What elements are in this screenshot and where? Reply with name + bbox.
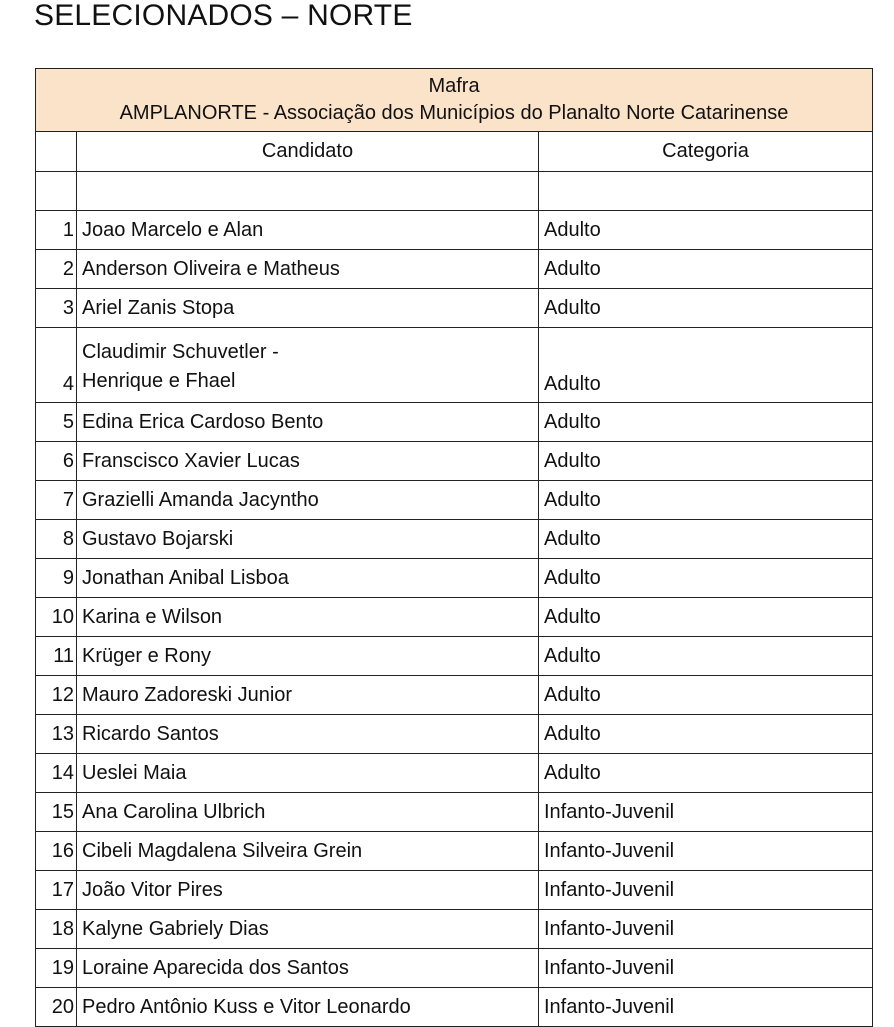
- candidate-category: Adulto: [539, 328, 873, 403]
- candidate-name: Grazielli Amanda Jacyntho: [77, 481, 539, 520]
- row-number: 2: [36, 250, 77, 289]
- candidate-category: Adulto: [539, 598, 873, 637]
- candidate-category: Infanto-Juvenil: [539, 793, 873, 832]
- table-row: [36, 793, 873, 832]
- candidate-name: Mauro Zadoreski Junior: [77, 676, 539, 715]
- banner-city: Mafra: [428, 75, 480, 97]
- blank-row: [36, 172, 873, 211]
- table-row: [36, 289, 873, 328]
- candidate-name: Ricardo Santos: [77, 715, 539, 754]
- row-number: 9: [36, 559, 77, 598]
- table-row: [36, 442, 873, 481]
- candidate-category: Adulto: [539, 442, 873, 481]
- row-number: 1: [36, 211, 77, 250]
- table-row: [36, 910, 873, 949]
- candidate-name: Gustavo Bojarski: [77, 520, 539, 559]
- row-number: 6: [36, 442, 77, 481]
- row-number: 19: [36, 949, 77, 988]
- candidate-name: Karina e Wilson: [77, 598, 539, 637]
- header-category: Categoria: [539, 132, 873, 172]
- blank-cell: [539, 172, 873, 211]
- candidate-name: Claudimir Schuvetler - Henrique e Fhael: [77, 328, 539, 403]
- table-row: [36, 949, 873, 988]
- table-row: [36, 520, 873, 559]
- candidate-category: Infanto-Juvenil: [539, 832, 873, 871]
- blank-cell: [36, 172, 77, 211]
- table-row: [36, 328, 873, 403]
- row-number: 18: [36, 910, 77, 949]
- row-number: 16: [36, 832, 77, 871]
- candidate-category: Adulto: [539, 520, 873, 559]
- candidate-category: Adulto: [539, 211, 873, 250]
- row-number: 3: [36, 289, 77, 328]
- candidate-category: Infanto-Juvenil: [539, 949, 873, 988]
- row-number: 17: [36, 871, 77, 910]
- candidate-name: Loraine Aparecida dos Santos: [77, 949, 539, 988]
- candidate-name: Krüger e Rony: [77, 637, 539, 676]
- row-number: 12: [36, 676, 77, 715]
- candidate-category: Adulto: [539, 403, 873, 442]
- table-body: [36, 69, 873, 1027]
- page-title: SELECIONADOS – NORTE: [34, 0, 413, 32]
- candidate-name: Anderson Oliveira e Matheus: [77, 250, 539, 289]
- row-number: 15: [36, 793, 77, 832]
- table-row: [36, 403, 873, 442]
- row-number: 7: [36, 481, 77, 520]
- candidate-category: Adulto: [539, 754, 873, 793]
- candidate-category: Adulto: [539, 559, 873, 598]
- selection-table: [35, 68, 873, 1027]
- header-row: [36, 132, 873, 172]
- candidate-category: Infanto-Juvenil: [539, 988, 873, 1027]
- table-row: [36, 754, 873, 793]
- row-number: 13: [36, 715, 77, 754]
- table-row: [36, 715, 873, 754]
- candidate-name: Franscisco Xavier Lucas: [77, 442, 539, 481]
- candidate-category: Infanto-Juvenil: [539, 871, 873, 910]
- candidate-name: Kalyne Gabriely Dias: [77, 910, 539, 949]
- row-number: 4: [36, 328, 77, 403]
- candidate-name: Jonathan Anibal Lisboa: [77, 559, 539, 598]
- row-number: 11: [36, 637, 77, 676]
- candidate-name: Ueslei Maia: [77, 754, 539, 793]
- candidate-category: Adulto: [539, 637, 873, 676]
- banner-row: [36, 69, 873, 132]
- table-row: [36, 871, 873, 910]
- candidate-name: João Vitor Pires: [77, 871, 539, 910]
- header-candidate: Candidato: [77, 132, 539, 172]
- candidate-category: Adulto: [539, 481, 873, 520]
- row-number: 14: [36, 754, 77, 793]
- candidate-category: Adulto: [539, 250, 873, 289]
- row-number: 10: [36, 598, 77, 637]
- candidate-category: Adulto: [539, 289, 873, 328]
- banner-association: AMPLANORTE - Associação dos Municípios do Planalto Norte Catarinense: [119, 102, 789, 124]
- table-row: [36, 481, 873, 520]
- candidate-category: Infanto-Juvenil: [539, 910, 873, 949]
- candidate-name: Edina Erica Cardoso Bento: [77, 403, 539, 442]
- table-row: [36, 250, 873, 289]
- blank-cell: [77, 172, 539, 211]
- row-number: 8: [36, 520, 77, 559]
- candidate-name: Ariel Zanis Stopa: [77, 289, 539, 328]
- table-row: [36, 988, 873, 1027]
- banner-cell: [36, 69, 873, 132]
- candidate-name: Cibeli Magdalena Silveira Grein: [77, 832, 539, 871]
- candidate-name: Pedro Antônio Kuss e Vitor Leonardo: [77, 988, 539, 1027]
- table-row: [36, 211, 873, 250]
- candidate-name: Ana Carolina Ulbrich: [77, 793, 539, 832]
- row-number: 5: [36, 403, 77, 442]
- row-number: 20: [36, 988, 77, 1027]
- table-row: [36, 559, 873, 598]
- header-num-cell: [36, 132, 77, 172]
- table-row: [36, 637, 873, 676]
- table-row: [36, 598, 873, 637]
- table-row: [36, 832, 873, 871]
- candidate-category: Adulto: [539, 715, 873, 754]
- table-row: [36, 676, 873, 715]
- candidate-category: Adulto: [539, 676, 873, 715]
- candidate-name: Joao Marcelo e Alan: [77, 211, 539, 250]
